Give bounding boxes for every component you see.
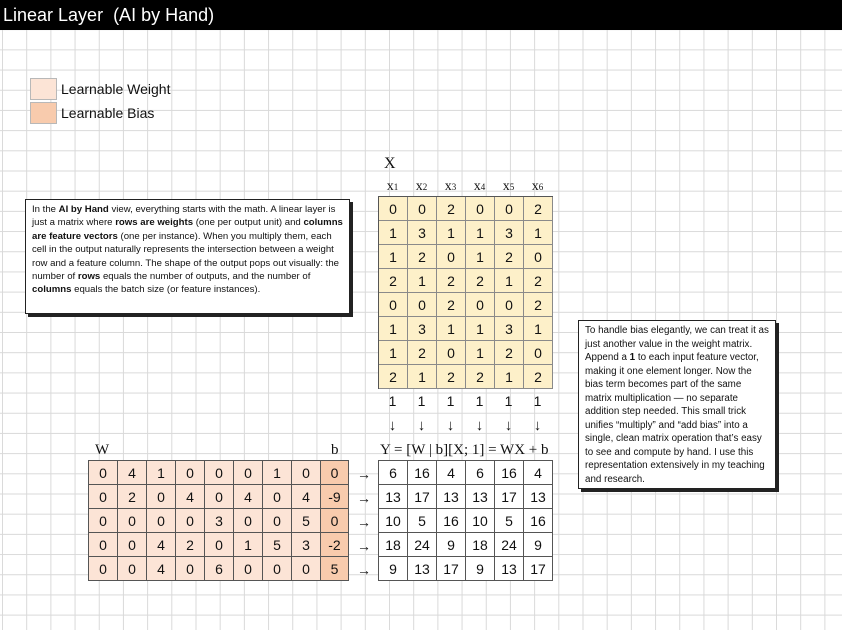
note-text: rows	[77, 271, 101, 283]
w-cell: 0	[205, 485, 234, 509]
x-cell: 3	[495, 221, 524, 245]
x-cell: 0	[379, 197, 408, 221]
w-cell: 2	[118, 485, 147, 509]
w-cell: 0	[147, 509, 176, 533]
x-cell: 1	[379, 341, 408, 365]
x-matrix	[378, 196, 553, 389]
x-cell: 2	[437, 269, 466, 293]
b-cell: 0	[321, 461, 349, 485]
x-cell: 2	[437, 293, 466, 317]
x-cell: 2	[495, 341, 524, 365]
ones-row	[378, 390, 552, 412]
y-cell: 4	[437, 461, 466, 485]
x-cell: 0	[524, 341, 553, 365]
note-text: 1	[629, 352, 636, 363]
y-cell: 5	[495, 509, 524, 533]
y-cell: 6	[379, 461, 408, 485]
x-column-header: x 6	[531, 179, 544, 194]
x-cell: 1	[495, 269, 524, 293]
y-cell: 9	[466, 557, 495, 581]
x-cell: 1	[524, 317, 553, 341]
x-column-index: 5	[509, 182, 515, 192]
x-cell: 1	[379, 245, 408, 269]
w-cell: 5	[263, 533, 292, 557]
w-cell: 0	[176, 557, 205, 581]
w-cell: 2	[176, 533, 205, 557]
x-cell: 3	[408, 317, 437, 341]
note-text: equals the number of outputs, and the number of	[100, 271, 311, 283]
x-cell: 0	[408, 197, 437, 221]
w-cell: 4	[147, 557, 176, 581]
w-matrix-label: W	[95, 442, 110, 458]
x-matrix-label: X	[384, 155, 396, 172]
x-cell: 2	[466, 269, 495, 293]
ones-cell: 1	[388, 393, 397, 409]
x-cell: 0	[524, 245, 553, 269]
y-matrix	[378, 460, 553, 581]
x-column-index: 3	[451, 182, 457, 192]
x-cell: 2	[408, 245, 437, 269]
down-arrow-icon: ↓	[388, 416, 397, 434]
x-cell: 1	[495, 365, 524, 389]
w-cell: 0	[176, 461, 205, 485]
x-cell: 3	[408, 221, 437, 245]
right-arrows	[352, 460, 376, 580]
note-text: columns are feature vectors	[32, 217, 343, 242]
ones-cell: 1	[504, 393, 513, 409]
y-cell: 9	[524, 533, 553, 557]
y-cell: 4	[524, 461, 553, 485]
x-column-header: x 1	[386, 179, 399, 194]
y-cell: 16	[524, 509, 553, 533]
x-cell: 0	[495, 197, 524, 221]
x-cell: 0	[466, 197, 495, 221]
w-cell: 0	[234, 509, 263, 533]
y-cell: 9	[379, 557, 408, 581]
b-cell: -9	[321, 485, 349, 509]
x-cell: 1	[408, 365, 437, 389]
b-vector	[321, 460, 349, 581]
ones-cell: 1	[533, 393, 542, 409]
y-cell: 24	[495, 533, 524, 557]
ones-cell: 1	[475, 393, 484, 409]
note-text: To handle bias elegantly, we can treat it as just another value in the weight matrix. Append a	[585, 325, 769, 363]
right-arrow-icon: →	[357, 466, 371, 482]
down-arrow-icon: ↓	[475, 416, 484, 434]
x-cell: 2	[437, 197, 466, 221]
y-cell: 13	[466, 485, 495, 509]
right-explanation-note	[578, 320, 776, 489]
w-cell: 4	[292, 485, 321, 509]
w-cell: 0	[205, 461, 234, 485]
w-matrix	[88, 460, 322, 581]
x-cell: 1	[466, 245, 495, 269]
x-cell: 2	[408, 341, 437, 365]
y-cell: 16	[437, 509, 466, 533]
x-cell: 2	[437, 365, 466, 389]
right-arrow-icon: →	[357, 490, 371, 506]
note-text: equals the batch size (or feature instances).	[71, 284, 261, 296]
w-cell: 5	[292, 509, 321, 533]
x-column-index: 4	[480, 182, 486, 192]
y-cell: 6	[466, 461, 495, 485]
y-cell: 13	[437, 485, 466, 509]
w-cell: 4	[234, 485, 263, 509]
x-cell: 2	[524, 197, 553, 221]
y-cell: 13	[379, 485, 408, 509]
x-cell: 0	[437, 245, 466, 269]
w-cell: 4	[118, 461, 147, 485]
w-cell: 0	[118, 533, 147, 557]
x-cell: 2	[466, 365, 495, 389]
w-cell: 0	[118, 509, 147, 533]
right-arrow-icon: →	[357, 562, 371, 578]
w-cell: 0	[263, 485, 292, 509]
w-cell: 4	[147, 533, 176, 557]
x-cell: 1	[466, 221, 495, 245]
x-cell: 0	[408, 293, 437, 317]
w-cell: 0	[89, 485, 118, 509]
x-cell: 2	[495, 245, 524, 269]
note-text: AI by Hand	[58, 204, 109, 215]
y-cell: 5	[408, 509, 437, 533]
down-arrow-icon: ↓	[504, 416, 513, 434]
x-column-index: 2	[422, 182, 428, 192]
w-cell: 0	[89, 461, 118, 485]
w-cell: 1	[147, 461, 176, 485]
note-text: to each input feature vector, making it one element longer. Now the bias term becomes part of the same matrix multiplication — no separate addition step needed. This small trick unifies “multiply” and “add bias” into a single, clean matrix operation that’s easy to see and compute by hand. I use this representation extensively in my teaching and research.	[585, 352, 765, 485]
right-arrow-icon: →	[357, 538, 371, 554]
x-cell: 1	[379, 221, 408, 245]
w-cell: 3	[292, 533, 321, 557]
w-cell: 1	[234, 533, 263, 557]
note-text: view, everything starts with the math. A linear layer is just a matrix where	[32, 204, 336, 229]
note-text: rows are weights	[115, 217, 194, 229]
x-cell: 1	[466, 317, 495, 341]
w-cell: 0	[263, 557, 292, 581]
note-text: (one per instance). When you multiply them, each cell in the output naturally represents the intersection between a weight row and a feature column. The shape of the output pops out visually: the number of	[32, 230, 340, 283]
w-cell: 0	[89, 533, 118, 557]
b-cell: -2	[321, 533, 349, 557]
x-cell: 2	[524, 269, 553, 293]
b-vector-label: b	[331, 442, 339, 458]
x-column-headers	[378, 178, 552, 196]
bias-legend-label: Learnable Bias	[61, 105, 155, 121]
y-cell: 17	[408, 485, 437, 509]
y-cell: 17	[437, 557, 466, 581]
x-cell: 2	[524, 365, 553, 389]
down-arrows	[378, 414, 552, 436]
y-cell: 17	[495, 485, 524, 509]
x-cell: 1	[437, 221, 466, 245]
x-cell: 2	[379, 269, 408, 293]
w-cell: 0	[89, 509, 118, 533]
bias-legend-swatch	[30, 102, 57, 124]
y-cell: 10	[379, 509, 408, 533]
w-cell: 0	[292, 557, 321, 581]
x-column-header: x 5	[502, 179, 515, 194]
y-cell: 13	[495, 557, 524, 581]
down-arrow-icon: ↓	[533, 416, 542, 434]
y-equation: Y = [W | b][X; 1] = WX + b	[380, 442, 549, 458]
y-cell: 10	[466, 509, 495, 533]
x-column-header: x 2	[415, 179, 428, 194]
w-cell: 0	[263, 509, 292, 533]
note-text: columns	[32, 284, 72, 296]
y-cell: 17	[524, 557, 553, 581]
weight-legend-swatch	[30, 78, 57, 100]
y-cell: 13	[408, 557, 437, 581]
w-cell: 6	[205, 557, 234, 581]
x-cell: 1	[466, 341, 495, 365]
w-cell: 0	[147, 485, 176, 509]
x-cell: 1	[379, 317, 408, 341]
x-cell: 0	[437, 341, 466, 365]
x-column-header: x 4	[473, 179, 486, 194]
x-cell: 1	[524, 221, 553, 245]
weight-legend-label: Learnable Weight	[61, 81, 171, 97]
x-cell: 3	[495, 317, 524, 341]
x-cell: 0	[466, 293, 495, 317]
ones-cell: 1	[417, 393, 426, 409]
x-cell: 0	[379, 293, 408, 317]
y-cell: 16	[408, 461, 437, 485]
w-cell: 0	[89, 557, 118, 581]
y-cell: 18	[466, 533, 495, 557]
w-cell: 0	[205, 533, 234, 557]
x-cell: 0	[495, 293, 524, 317]
x-column-header: x 3	[444, 179, 457, 194]
y-cell: 13	[524, 485, 553, 509]
w-cell: 0	[176, 509, 205, 533]
down-arrow-icon: ↓	[446, 416, 455, 434]
note-text: (one per output unit) and	[193, 217, 304, 229]
x-column-index: 6	[538, 182, 544, 192]
b-cell: 0	[321, 509, 349, 533]
right-arrow-icon: →	[357, 514, 371, 530]
w-cell: 4	[176, 485, 205, 509]
left-explanation-note	[25, 199, 350, 314]
note-text: In the	[32, 204, 59, 215]
w-cell: 0	[234, 557, 263, 581]
x-cell: 2	[524, 293, 553, 317]
x-cell: 2	[379, 365, 408, 389]
b-cell: 5	[321, 557, 349, 581]
y-cell: 24	[408, 533, 437, 557]
y-cell: 18	[379, 533, 408, 557]
down-arrow-icon: ↓	[417, 416, 426, 434]
x-cell: 1	[437, 317, 466, 341]
w-cell: 0	[292, 461, 321, 485]
w-cell: 3	[205, 509, 234, 533]
y-cell: 9	[437, 533, 466, 557]
w-cell: 0	[118, 557, 147, 581]
page-title: Linear Layer (AI by Hand)	[0, 0, 842, 30]
x-column-index: 1	[393, 182, 399, 192]
ones-cell: 1	[446, 393, 455, 409]
x-cell: 1	[408, 269, 437, 293]
w-cell: 1	[263, 461, 292, 485]
y-cell: 16	[495, 461, 524, 485]
w-cell: 0	[234, 461, 263, 485]
